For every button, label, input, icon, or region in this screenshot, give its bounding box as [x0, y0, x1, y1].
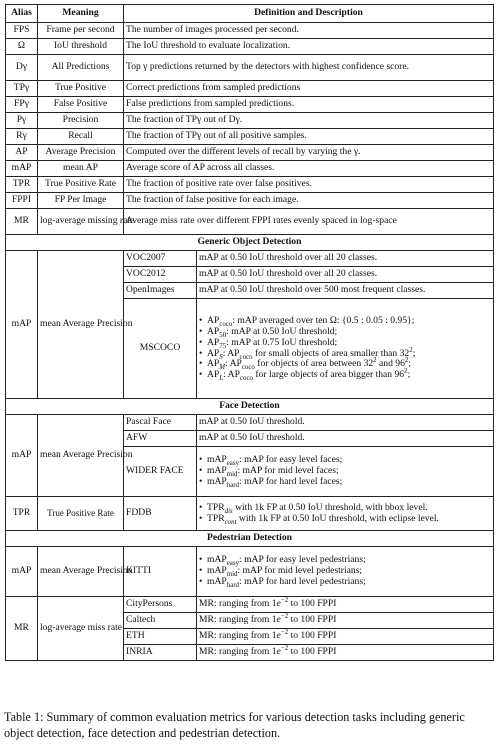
list-item: • $AP_S$: $AP_{coco}$ for small objects of area smaller than $32^2$;	[199, 349, 491, 360]
dataset-desc: mAP at 0.50 IoU threshold over all 20 classes.	[197, 251, 494, 267]
metric-alias: FPS	[6, 23, 38, 39]
header-alias: Alias	[6, 5, 38, 23]
metric-definition: The fraction of TPγ out of all positive samples.	[124, 129, 494, 145]
dataset-name: OpenImages	[124, 283, 197, 299]
metric-alias: AP	[6, 145, 38, 161]
dataset-name: ETH	[124, 629, 197, 645]
dataset-name: VOC2007	[124, 251, 197, 267]
face-tpr-meaning: True Positive Rate	[38, 497, 124, 531]
face-map-alias: mAP	[6, 415, 38, 497]
metric-row	[6, 193, 494, 209]
metric-row	[6, 113, 494, 129]
dataset-row	[6, 415, 494, 431]
list-item: • mAP$_{easy}$: mAP for easy level pedestrians;	[199, 555, 491, 566]
section-title-face: Face Detection	[6, 399, 494, 415]
metric-meaning: Precision	[38, 113, 124, 129]
dataset-desc: mAP at 0.50 IoU threshold over 500 most frequent classes.	[197, 283, 494, 299]
dataset-name: Pascal Face	[124, 415, 197, 431]
dataset-name: AFW	[124, 431, 197, 447]
metric-definition: The fraction of TPγ out of Dγ.	[124, 113, 494, 129]
list-item: • $AP_{coco}$: mAP averaged over ten Ω: {0.5 : 0.05 : 0.95};	[199, 316, 491, 327]
dataset-name: KITTI	[124, 547, 197, 597]
ped-map-meaning: mean Average Precision	[38, 547, 124, 597]
dataset-desc: mAP at 0.50 IoU threshold.	[197, 431, 494, 447]
metric-meaning: Average Precision	[38, 145, 124, 161]
dataset-name: MSCOCO	[124, 299, 197, 399]
dataset-desc: MR: ranging from $1e^{-2}$ to 100 FPPI	[197, 645, 494, 661]
dataset-name: CityPersons	[124, 597, 197, 613]
list-item: • mAP$_{hard}$: mAP for hard level pedestrians;	[199, 577, 491, 588]
dataset-desc	[197, 447, 494, 497]
dataset-desc: MR: ranging from $1e^{-2}$ to 100 FPPI	[197, 613, 494, 629]
section-row	[6, 399, 494, 415]
metric-definition: The IoU threshold to evaluate localization.	[124, 39, 494, 55]
list-item: • $AP_{50}$: mAP at 0.50 IoU threshold;	[199, 327, 491, 338]
section-row	[6, 531, 494, 547]
metric-alias: mAP	[6, 161, 38, 177]
section-title-pedestrian: Pedestrian Detection	[6, 531, 494, 547]
metric-definition: False predictions from sampled predictions.	[124, 97, 494, 113]
metric-meaning: Recall	[38, 129, 124, 145]
metric-meaning: FP Per Image	[38, 193, 124, 209]
table-header-row	[6, 5, 494, 23]
list-item: • $TPR_{dis}$ with 1k FP at 0.50 IoU threshold, with bbox level.	[199, 503, 491, 514]
dataset-row	[6, 547, 494, 597]
metrics-table	[5, 4, 494, 661]
generic-meaning: mean Average Precision	[38, 251, 124, 399]
list-item: • $AP_{75}$: mAP at 0.75 IoU threshold;	[199, 338, 491, 349]
dataset-desc	[197, 497, 494, 531]
metric-meaning: mean AP	[38, 161, 124, 177]
mscoco-list	[199, 316, 491, 380]
face-tpr-alias: TPR	[6, 497, 38, 531]
dataset-desc: mAP at 0.50 IoU threshold.	[197, 415, 494, 431]
metric-row	[6, 81, 494, 97]
metric-row	[6, 145, 494, 161]
metric-alias: FPγ	[6, 97, 38, 113]
dataset-name: VOC2012	[124, 267, 197, 283]
metric-alias: Rγ	[6, 129, 38, 145]
section-title-generic: Generic Object Detection	[6, 235, 494, 251]
metric-definition: Average miss rate over different FPPI rates evenly spaced in log-space	[124, 209, 494, 235]
metric-definition: Top γ predictions returned by the detectors with highest confidence score.	[124, 55, 494, 81]
metric-meaning: log-average missing rate	[38, 209, 124, 235]
metric-row	[6, 97, 494, 113]
list-item: • mAP$_{easy}$: mAP for easy level faces;	[199, 455, 491, 466]
header-definition: Definition and Description	[124, 5, 494, 23]
metric-definition: The fraction of positive rate over false positives.	[124, 177, 494, 193]
metric-definition: Computed over the different levels of recall by varying the γ.	[124, 145, 494, 161]
metric-definition: The fraction of false positive for each image.	[124, 193, 494, 209]
metric-row	[6, 23, 494, 39]
metric-definition: Average score of AP across all classes.	[124, 161, 494, 177]
metric-alias: TPγ	[6, 81, 38, 97]
metric-definition: The number of images processed per second.	[124, 23, 494, 39]
metric-meaning: True Positive	[38, 81, 124, 97]
metric-row	[6, 39, 494, 55]
dataset-desc: MR: ranging from $1e^{-2}$ to 100 FPPI	[197, 597, 494, 613]
kitti-list	[199, 555, 491, 587]
metric-meaning: True Positive Rate	[38, 177, 124, 193]
section-row	[6, 235, 494, 251]
metric-alias: Pγ	[6, 113, 38, 129]
list-item: • $AP_M$: $AP_{coco}$ for objects of area between $32^2$ and $96^2$;	[199, 359, 491, 370]
dataset-row	[6, 497, 494, 531]
metric-meaning: False Positive	[38, 97, 124, 113]
metric-alias: FPPI	[6, 193, 38, 209]
ped-mr-meaning: log-average miss rate	[38, 597, 124, 661]
generic-alias: mAP	[6, 251, 38, 399]
metric-row	[6, 55, 494, 81]
ped-mr-alias: MR	[6, 597, 38, 661]
header-meaning: Meaning	[38, 5, 124, 23]
list-item: • $AP_L$: $AP_{coco}$ for large objects of area bigger than $96^2$;	[199, 370, 491, 381]
metric-row	[6, 129, 494, 145]
metric-meaning: Frame per second	[38, 23, 124, 39]
metric-alias: Dγ	[6, 55, 38, 81]
metric-alias: TPR	[6, 177, 38, 193]
dataset-name: WIDER FACE	[124, 447, 197, 497]
metric-meaning: All Predictions	[38, 55, 124, 81]
ped-map-alias: mAP	[6, 547, 38, 597]
metric-meaning: IoU threshold	[38, 39, 124, 55]
metric-row	[6, 161, 494, 177]
dataset-desc	[197, 299, 494, 399]
dataset-row	[6, 597, 494, 613]
list-item: • $TPR_{cont}$ with 1k FP at 0.50 IoU threshold, with eclipse level.	[199, 514, 491, 525]
dataset-desc	[197, 547, 494, 597]
metric-row	[6, 209, 494, 235]
dataset-row	[6, 251, 494, 267]
table-caption: Table 1: Summary of common evaluation metrics for various detection tasks including generic object detection, face detection and pedestrian detection.	[4, 710, 465, 740]
list-item: • mAP$_{mid}$: mAP for mid level faces;	[199, 466, 491, 477]
metric-alias: MR	[6, 209, 38, 235]
dataset-name: INRIA	[124, 645, 197, 661]
metric-alias: Ω	[6, 39, 38, 55]
list-item: • mAP$_{mid}$: mAP for mid level pedestrians;	[199, 566, 491, 577]
metric-definition: Correct predictions from sampled predictions	[124, 81, 494, 97]
face-map-meaning: mean Average Precision	[38, 415, 124, 497]
list-item: • mAP$_{hard}$: mAP for hard level faces;	[199, 477, 491, 488]
wider-list	[199, 455, 491, 487]
fddb-list	[199, 503, 491, 524]
dataset-name: FDDB	[124, 497, 197, 531]
dataset-name: Caltech	[124, 613, 197, 629]
dataset-desc: mAP at 0.50 IoU threshold over all 20 classes.	[197, 267, 494, 283]
metric-row	[6, 177, 494, 193]
dataset-desc: MR: ranging from $1e^{-2}$ to 100 FPPI	[197, 629, 494, 645]
